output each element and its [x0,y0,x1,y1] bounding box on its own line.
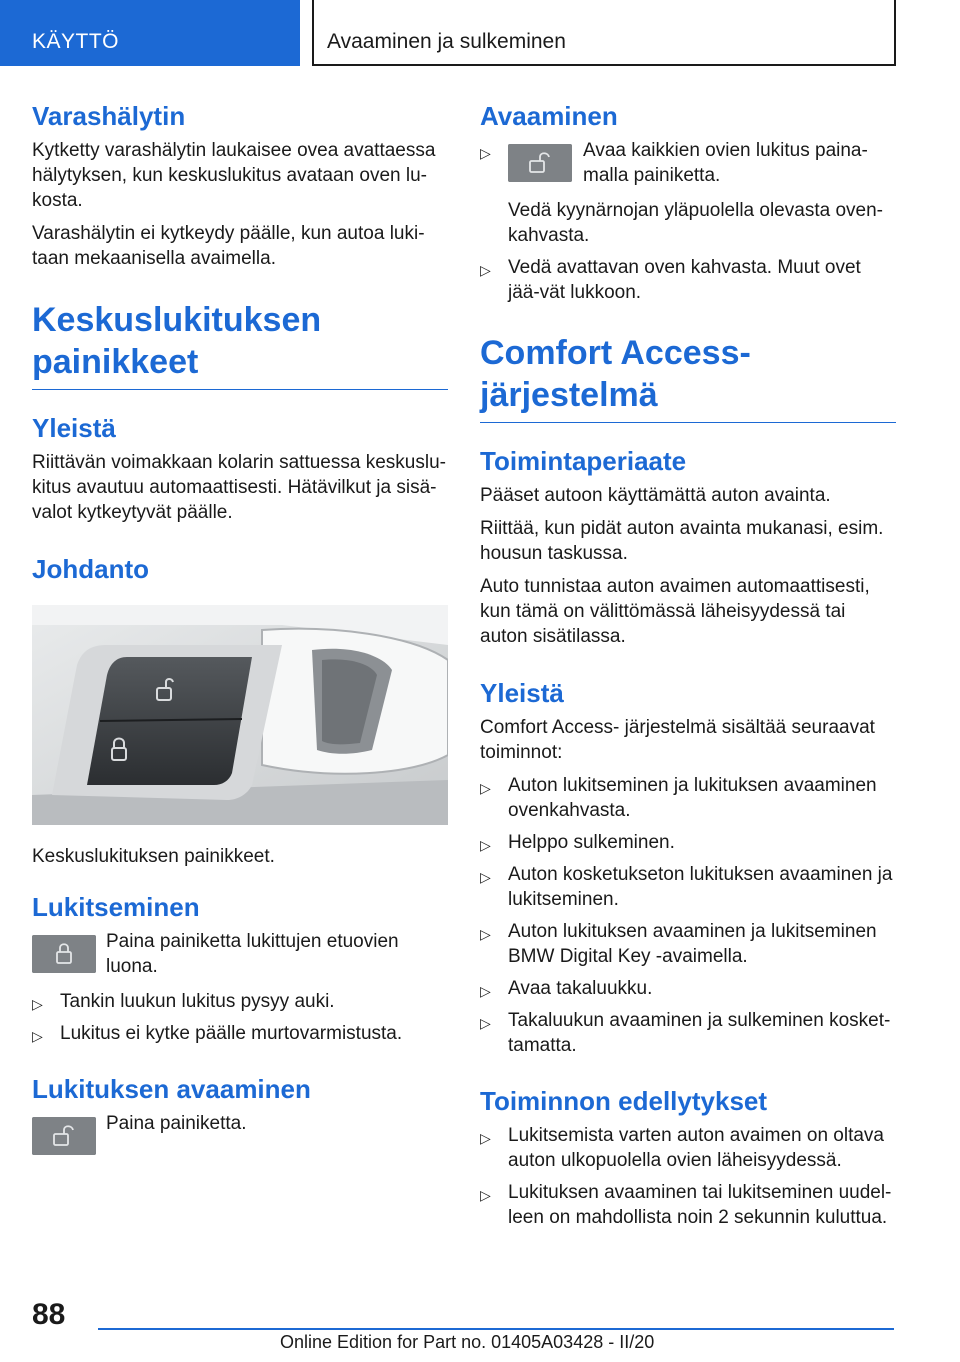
chapter-label: KÄYTTÖ [32,30,120,53]
paragraph: Auto tunnistaa auton avaimen automaattisesti, kun tämä on välittömässä läheisyydessä tai auton sisätilassa. [480,576,870,647]
step-text: Avaa kaikkien ovien lukitus paina-malla painiketta. [583,140,868,186]
heading-keskuslukitus: Keskuslukituksen painikkeet [32,299,448,390]
heading-lukitseminen: Lukitseminen [32,892,200,922]
figure-caption: Keskuslukituksen painikkeet. [32,846,275,867]
unlock-button-icon [508,144,572,182]
features-list [480,773,896,1058]
list-item: ▷ Helppo sulkeminen. [480,832,675,853]
right-column [480,100,896,1237]
footer-rule [98,1328,894,1330]
list-item: ▷ Avaa takaluukku. [480,978,653,999]
heading-yleista-right: Yleistä [480,678,564,708]
footer-edition-text: Online Edition for Part no. 01405A03428 - II/20 [280,1332,655,1352]
list-item: ▷ Vedä avattavan oven kahvasta. Muut ovet jää-vät lukkoon. [480,257,861,303]
topic-box [312,0,896,66]
paragraph: Comfort Access- järjestelmä sisältää seuraavat toiminnot: [480,717,875,763]
lock-notes-list [32,989,448,1046]
list-item: ▷ Takaluukun avaaminen ja sulkeminen kosket-tamatta. [480,1010,891,1056]
lock-instruction [32,929,448,979]
heading-toimintaperiaate: Toimintaperiaate [480,446,687,476]
step-subtext: Vedä kyynärnojan yläpuolella olevasta oven-kahvasta. [508,200,883,246]
chapter-tab [0,0,300,66]
heading-yleista: Yleistä [32,413,116,443]
heading-avaaminen: Avaaminen [480,101,618,131]
heading-lukituksen-avaaminen: Lukituksen avaaminen [32,1074,311,1104]
paragraph: Pääset autoon käyttämättä auton avainta. [480,485,831,506]
unlock-instruction-text: Paina painiketta. [106,1113,247,1134]
list-item: ▷ Tankin luukun lukitus pysyy auki. [32,991,335,1012]
unlock-button-icon [32,1117,96,1155]
heading-varashalytin: Varashälytin [32,101,186,131]
list-item: ▷ Avaa kaikkien ovien lukitus paina-malla painiketta. Vedä kyynärnojan yläpuolella olevasta oven-kahvasta. [480,138,896,248]
lock-instruction-text: Paina painiketta lukittujen etuovien luona. [106,931,399,977]
topic-title: Avaaminen ja sulkeminen [327,30,566,53]
list-item: ▷ Lukituksen avaaminen tai lukitseminen uudel-leen on mahdollista noin 2 sekunnin kuluttua. [480,1182,892,1228]
unlock-instruction [32,1111,448,1159]
paragraph: Kytketty varashälytin laukaisee ovea avattaessa hälytyksen, kun keskuslukitus avataan oven lu-kosta. [32,140,436,211]
list-item: ▷ Auton kosketukseton lukituksen avaaminen ja lukitseminen. [480,864,893,910]
requirements-list [480,1123,896,1230]
left-column [32,100,448,1169]
list-item: ▷ Auton lukituksen avaaminen ja lukitseminen BMW Digital Key -avaimella. [480,921,877,967]
open-steps-list [480,138,896,305]
heading-edellytykset: Toiminnon edellytykset [480,1086,768,1116]
heading-comfort-access: Comfort Access-järjestelmä [480,332,896,423]
list-item: ▷ Lukitus ei kytke päälle murtovarmistusta. [32,1023,403,1044]
heading-johdanto: Johdanto [32,554,149,584]
door-lock-buttons-photo [32,605,448,825]
page-number: 88 [32,1298,66,1331]
list-item: ▷ Auton lukitseminen ja lukituksen avaaminen ovenkahvasta. [480,775,877,821]
lock-button-icon [32,935,96,973]
list-item: ▷ Lukitsemista varten auton avaimen on oltava auton ulkopuolella ovien läheisyydessä. [480,1125,884,1171]
paragraph: Varashälytin ei kytkeydy päälle, kun autoa luki-taan mekaanisella avaimella. [32,223,425,269]
paragraph: Riittävän voimakkaan kolarin sattuessa keskuslu-kitus avautuu automaattisesti. Hätävilkut ja sisä-valot kytkeytyvät päälle. [32,452,446,523]
paragraph: Riittää, kun pidät auton avainta mukanasi, esim. housun taskussa. [480,518,884,564]
page-header [0,0,960,66]
